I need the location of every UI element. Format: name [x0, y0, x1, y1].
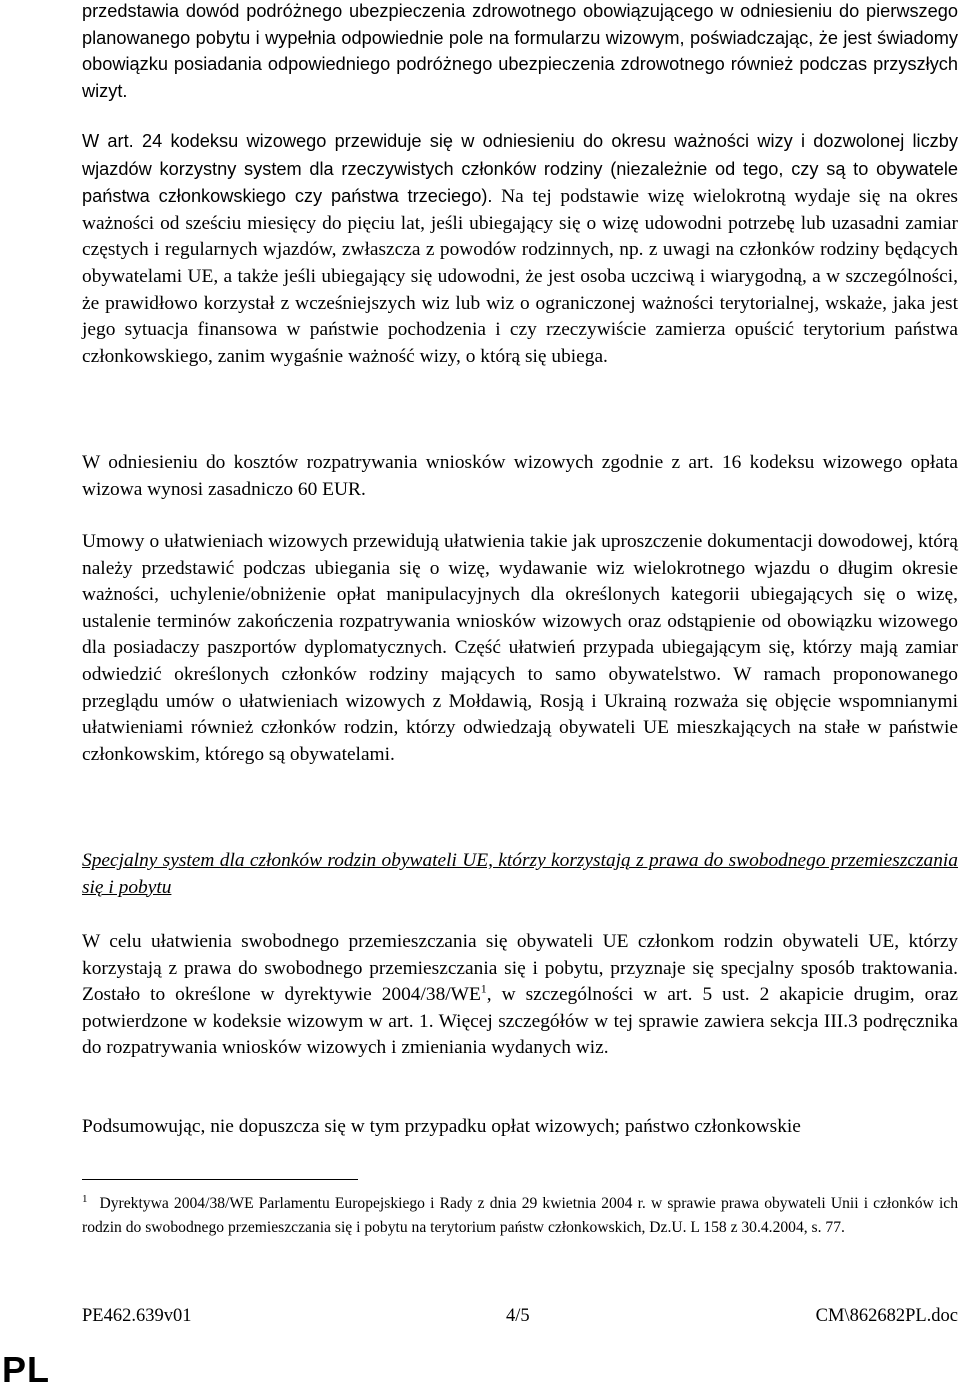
paragraph-free-movement [82, 929, 958, 1062]
footer-file-name: CM\862682PL.doc [815, 1306, 958, 1326]
paragraph-health-insurance: przedstawia dowód podróżnego ubezpieczenia zdrowotnego obowiązującego w odniesieniu do pierwszego planowanego pobytu i wypełnia odpowiednie pole na formularzu wizowym, poświadczając, że jest świadomy obowiązku posiadania odpowiedniego podróżnego ubezpieczenia zdrowotnego również podczas przyszłych wizyt. [82, 1, 958, 101]
footnote-separator [82, 1179, 358, 1180]
footnote-mark: 1 [82, 1192, 88, 1205]
footnote-text: Dyrektywa 2004/38/WE Parlamentu Europejskiego i Rady z dnia 29 kwietnia 2004 r. w sprawie prawa obywateli Unii i członków ich rodzin do swobodnego przemieszczania się i pobytu na terytorium państw członkowskich, Dz.U. L 158 z 30.4.2004, s. 77. [82, 1195, 958, 1236]
page-footer [82, 1306, 958, 1330]
section-heading: Specjalny system dla członków rodzin obywateli UE, którzy korzystają z prawa do swobodnego przemieszczania się i pobytu [82, 850, 958, 898]
footnote-reference[interactable]: 1 [480, 981, 487, 996]
paragraph-article-24-intro: W art. 24 kodeksu wizowego przewiduje się w odniesieniu do okresu ważności wizy i dozwolonej liczby wjazdów korzystny system dla rzeczywistych członków rodziny (niezależnie od tego, czy są to obywatele państwa członkowskiego czy państwa trzeciego). [82, 131, 958, 207]
language-code: PL [2, 1349, 51, 1390]
paragraph-summary: Podsumowując, nie dopuszcza się w tym przypadku opłat wizowych; państwo członkowskie [82, 1116, 801, 1137]
paragraph-free-movement-part1: W celu ułatwienia swobodnego przemieszczania się obywateli UE członkom rodzin obywateli UE, którzy korzystają z prawa do swobodnego przemieszczania się i pobytu, przyznaje się specjalny sposób traktowania. Zostało to określone w dyrektywie 2004/38/WE [82, 931, 958, 1006]
paragraph-free-movement-part2: , w szczególności w art. 5 ust. 2 akapicie drugim, oraz potwierdzone w kodeksie wizowym w art. 1. Więcej szczegółów w tej sprawie zawiera sekcja III.3 podręcznika do rozpatrywania wniosków wizowych i zmieniania wydanych wiz. [82, 984, 958, 1059]
footer-page-number: 4/5 [506, 1306, 530, 1326]
paragraph-article-24-body: Na tej podstawie wizę wielokrotną wydaje się na okres ważności od sześciu miesięcy do pięciu lat, jeśli ubiegający się o wizę udowodni potrzebę lub uzasadni zamiar częstych i regularnych wjazdów, zwłaszcza z powodów rodzinnych, np. z uwagi na członków rodziny będących obywatelami UE, a także jeśli ubiegający się udowodni, że jest osoba uczciwą i wiarygodną, a w szczególności, że prawidłowo korzystał z wcześniejszych wiz lub wiz o ograniczonej ważności terytorialnej, wskaże, jaka jest jego sytuacja finansowa w państwie pochodzenia i czy rzeczywiście zamierza opuścić terytorium państwa członkowskiego, zanim wygaśnie ważność wizy, o którą się ubiega. [82, 186, 958, 367]
paragraph-facilitation-agreements: Umowy o ułatwieniach wizowych przewidują ułatwienia takie jak uproszczenie dokumentacji dowodowej, którą należy przedstawić podczas ubiegania się o wizę, wydawanie wiz wielokrotnego wjazdu o długim okresie ważności, uchylenie/obniżenie opłat manipulacyjnych dla określonych kategorii ubiegających się o wizę, ustalenie terminów zakończenia rozpatrywania wniosków wizowych oraz odstąpienie od obowiązku wizowego dla posiadaczy paszportów dyplomatycznych. Część ułatwień przypada ubiegającym się, którzy mają zamiar odwiedzić określonych członków rodziny mających to samo obywatelstwo. W ramach proponowanego przeglądu umów o ułatwieniach wizowych z Mołdawią, Rosją i Ukrainą rozważa się objęcie wspomnianymi ułatwieniami również członków rodzin, którzy odwiedzają obywateli UE mieszkających na stałe w państwie członkowskim, którego są obywatelami. [82, 531, 958, 765]
paragraph-article-24 [82, 128, 958, 370]
footnote [82, 1192, 958, 1239]
footer-doc-ref: PE462.639v01 [82, 1306, 192, 1326]
paragraph-visa-fee: W odniesieniu do kosztów rozpatrywania wniosków wizowych zgodnie z art. 16 kodeksu wizowego opłata wizowa wynosi zasadniczo 60 EUR. [82, 452, 958, 500]
